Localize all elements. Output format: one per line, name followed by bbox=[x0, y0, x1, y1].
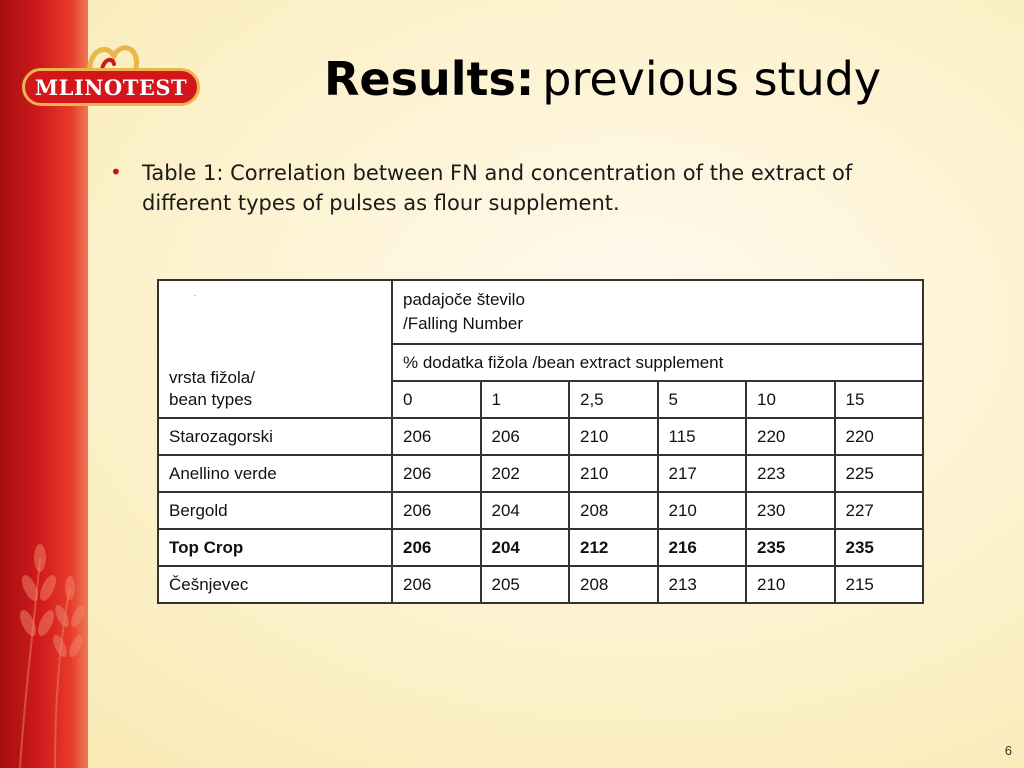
concentration-header: 2,5 bbox=[569, 381, 658, 418]
bullet-dot-icon: • bbox=[110, 160, 122, 184]
falling-number-header-line1: padajoče število bbox=[403, 290, 525, 309]
bean-name-cell: Bergold bbox=[158, 492, 392, 529]
value-cell: 205 bbox=[481, 566, 570, 603]
value-cell: 210 bbox=[658, 492, 747, 529]
logo-badge bbox=[22, 68, 200, 106]
concentration-header: 5 bbox=[658, 381, 747, 418]
value-cell: 215 bbox=[835, 566, 924, 603]
logo-text: MLINOTEST bbox=[34, 74, 188, 100]
value-cell: 235 bbox=[835, 529, 924, 566]
bean-name-cell: Top Crop bbox=[158, 529, 392, 566]
concentration-header: 1 bbox=[481, 381, 570, 418]
value-cell: 235 bbox=[746, 529, 835, 566]
value-cell: 217 bbox=[658, 455, 747, 492]
supplement-header: % dodatka fižola /bean extract supplement bbox=[392, 344, 923, 381]
concentration-header: 10 bbox=[746, 381, 835, 418]
value-cell: 206 bbox=[481, 418, 570, 455]
value-cell: 230 bbox=[746, 492, 835, 529]
value-cell: 225 bbox=[835, 455, 924, 492]
table-caption bbox=[110, 158, 970, 218]
value-cell: 223 bbox=[746, 455, 835, 492]
value-cell: 212 bbox=[569, 529, 658, 566]
value-cell: 227 bbox=[835, 492, 924, 529]
title-regular-part: previous study bbox=[542, 52, 882, 106]
value-cell: 213 bbox=[658, 566, 747, 603]
bean-types-header: . vrsta fižola/ bean types bbox=[158, 280, 392, 418]
table-row bbox=[158, 566, 923, 603]
value-cell: 204 bbox=[481, 492, 570, 529]
table-row bbox=[158, 418, 923, 455]
bean-name-cell: Češnjevec bbox=[158, 566, 392, 603]
slide-title bbox=[324, 52, 881, 106]
caption-text: Table 1: Correlation between FN and concentration of the extract of different types of pulses as flour supplement. bbox=[142, 161, 853, 215]
concentration-header: 15 bbox=[835, 381, 924, 418]
falling-number-table bbox=[157, 279, 924, 604]
value-cell: 208 bbox=[569, 566, 658, 603]
value-cell: 206 bbox=[392, 455, 481, 492]
value-cell: 206 bbox=[392, 529, 481, 566]
bean-name-cell: Starozagorski bbox=[158, 418, 392, 455]
title-bold-part: Results: bbox=[324, 52, 535, 106]
value-cell: 208 bbox=[569, 492, 658, 529]
value-cell: 204 bbox=[481, 529, 570, 566]
value-cell: 220 bbox=[746, 418, 835, 455]
value-cell: 115 bbox=[658, 418, 747, 455]
value-cell: 216 bbox=[658, 529, 747, 566]
wheat-icon bbox=[0, 438, 88, 768]
table-row bbox=[158, 455, 923, 492]
falling-number-header-line2: /Falling Number bbox=[403, 314, 523, 333]
company-logo bbox=[22, 38, 204, 116]
value-cell: 206 bbox=[392, 492, 481, 529]
page-number: 6 bbox=[1004, 743, 1012, 758]
bean-types-header-line1: vrsta fižola/ bbox=[169, 368, 255, 387]
value-cell: 206 bbox=[392, 418, 481, 455]
value-cell: 206 bbox=[392, 566, 481, 603]
bean-name-cell: Anellino verde bbox=[158, 455, 392, 492]
value-cell: 220 bbox=[835, 418, 924, 455]
table-row bbox=[158, 492, 923, 529]
table-row-highlighted bbox=[158, 529, 923, 566]
value-cell: 210 bbox=[569, 455, 658, 492]
bean-types-header-line2: bean types bbox=[169, 390, 253, 409]
value-cell: 210 bbox=[746, 566, 835, 603]
falling-number-header bbox=[392, 280, 923, 344]
concentration-header: 0 bbox=[392, 381, 481, 418]
value-cell: 202 bbox=[481, 455, 570, 492]
value-cell: 210 bbox=[569, 418, 658, 455]
